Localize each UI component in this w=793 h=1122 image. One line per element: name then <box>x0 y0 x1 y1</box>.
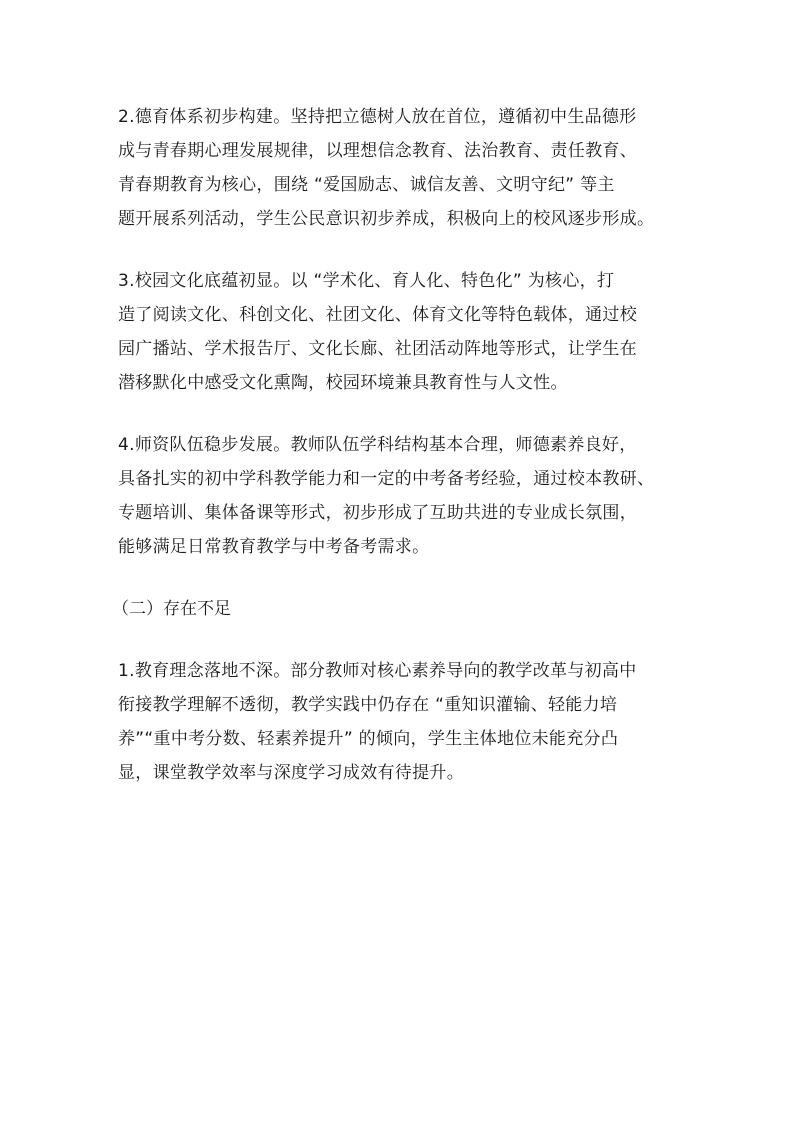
document-body <box>112 100 698 818</box>
text-line: 1.教育理念落地不深。部分教师对核心素养导向的教学改革与初高中 <box>118 661 637 681</box>
section-heading: （二）存在不足 <box>112 599 231 619</box>
text-line: 衔接教学理解不透彻，教学实践中仍存在 “重知识灌输、轻能力培 <box>118 695 618 715</box>
text-line: 题开展系列活动，学生公民意识初步养成，积极向上的校风逐步形成。 <box>118 209 655 229</box>
text-line: 园广播站、学术报告厅、文化长廊、社团活动阵地等形式，让学生在 <box>118 339 637 359</box>
paragraph-teaching-staff <box>118 428 698 564</box>
paragraph-education-philosophy <box>118 654 698 790</box>
text-line: 潜移默化中感受文化熏陶，校园环境兼具教育性与人文性。 <box>118 373 568 393</box>
text-line: 成与青春期心理发展规律，以理想信念教育、法治教育、责任教育、 <box>118 141 637 161</box>
text-line: 2.德育体系初步构建。坚持把立德树人放在首位，遵循初中生品德形 <box>118 107 637 127</box>
paragraph-campus-culture <box>118 264 698 400</box>
text-line: 具备扎实的初中学科教学能力和一定的中考备考经验，通过校本教研、 <box>118 469 655 489</box>
text-line: 能够满足日常教育教学与中考备考需求。 <box>118 537 430 557</box>
text-line: 3.校园文化底蕴初显。以 “学术化、育人化、特色化” 为核心，打 <box>118 271 615 291</box>
text-line: 造了阅读文化、科创文化、社团文化、体育文化等特色载体，通过校 <box>118 305 637 325</box>
paragraph-moral-education <box>118 100 698 236</box>
text-line: 养”“重中考分数、轻素养提升” 的倾向，学生主体地位未能充分凸 <box>118 729 619 749</box>
text-line: 专题培训、集体备课等形式，初步形成了互助共进的专业成长氛围， <box>118 503 637 523</box>
text-line: 4.师资队伍稳步发展。教师队伍学科结构基本合理，师德素养良好， <box>118 435 637 455</box>
text-line: 青春期教育为核心，围绕 “爱国励志、诚信友善、文明守纪” 等主 <box>118 175 615 195</box>
text-line: 显，课堂教学效率与深度学习成效有待提升。 <box>118 763 464 783</box>
